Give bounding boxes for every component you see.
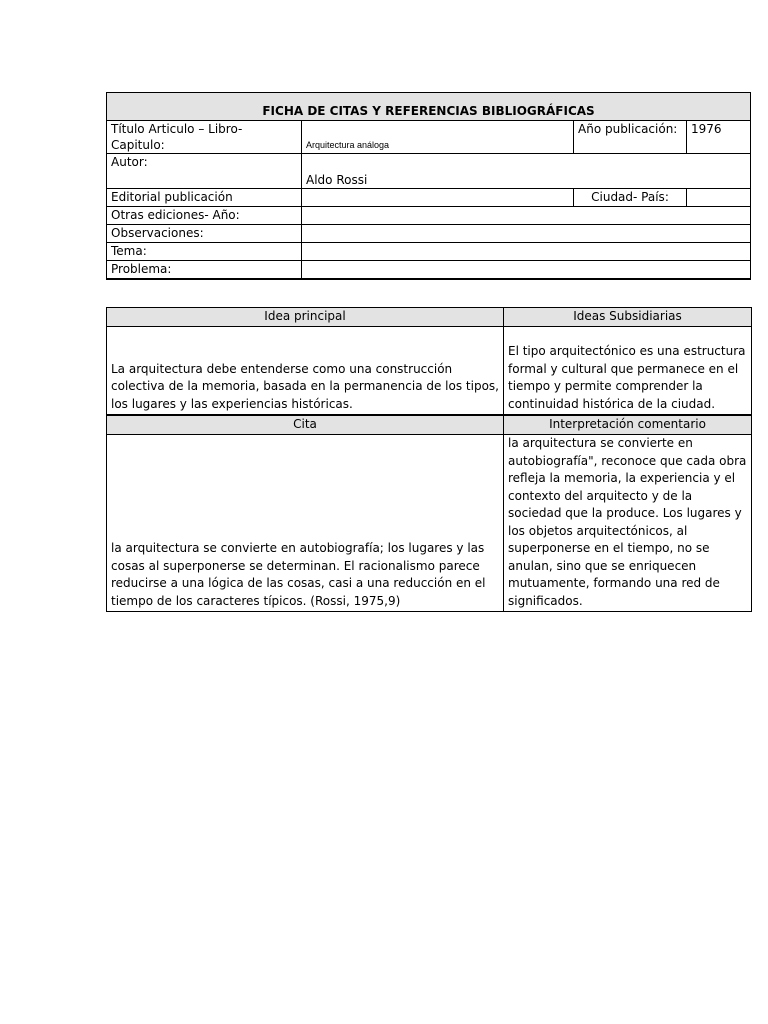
idea-principal-text: La arquitectura debe entenderse como una construcción colectiva de la memoria, basada en la permanencia de los tipos, los lugares y las experiencias históricas. — [107, 327, 504, 416]
observaciones-label: Observaciones: — [107, 225, 302, 243]
cita-text: la arquitectura se convierte en autobiografía; los lugares y las cosas al superponerse se determinan. El racionalismo parece reducirse a una lógica de las cosas, casi a una reducción en el tiempo de los caracteres típicos. (Rossi, 1975,9) — [107, 435, 504, 612]
tema-label: Tema: — [107, 243, 302, 261]
ideas-subsidiarias-text: El tipo arquitectónico es una estructura formal y cultural que permanece en el tiempo y permite comprender la continuidad histórica de la ciudad. — [504, 327, 752, 416]
otras-ediciones-label: Otras ediciones- Año: — [107, 207, 302, 225]
problema-value — [302, 261, 751, 280]
ideas-table — [106, 307, 752, 612]
anio-value: 1976 — [687, 121, 751, 154]
ciudad-value — [687, 189, 751, 207]
autor-value: Aldo Rossi — [302, 154, 751, 189]
observaciones-value — [302, 225, 751, 243]
interpretacion-text: la arquitectura se convierte en autobiografía", reconoce que cada obra refleja la memoria, la experiencia y el contexto del arquitecto y de la sociedad que la produce. Los lugares y los objetos arquitectónicos, al superponerse en el tiempo, no se anulan, sino que se enriquecen mutuamente, formando una red de significados. — [504, 435, 752, 612]
idea-principal-header: Idea principal — [107, 308, 504, 327]
titulo-label: Título Articulo – Libro- Capitulo: — [107, 121, 302, 154]
anio-label: Año publicación: — [574, 121, 687, 154]
interpretacion-header: Interpretación comentario — [504, 415, 752, 435]
titulo-value: Arquitectura análoga — [302, 121, 574, 154]
otras-ediciones-value — [302, 207, 751, 225]
editorial-value — [302, 189, 574, 207]
problema-label: Problema: — [107, 261, 302, 280]
autor-label: Autor: — [107, 154, 302, 189]
ciudad-label: Ciudad- País: — [574, 189, 687, 207]
ficha-title: FICHA DE CITAS Y REFERENCIAS BIBLIOGRÁFICAS — [107, 93, 751, 121]
ideas-subsidiarias-header: Ideas Subsidiarias — [504, 308, 752, 327]
cita-header: Cita — [107, 415, 504, 435]
editorial-label: Editorial publicación — [107, 189, 302, 207]
ficha-table — [106, 92, 751, 280]
tema-value — [302, 243, 751, 261]
